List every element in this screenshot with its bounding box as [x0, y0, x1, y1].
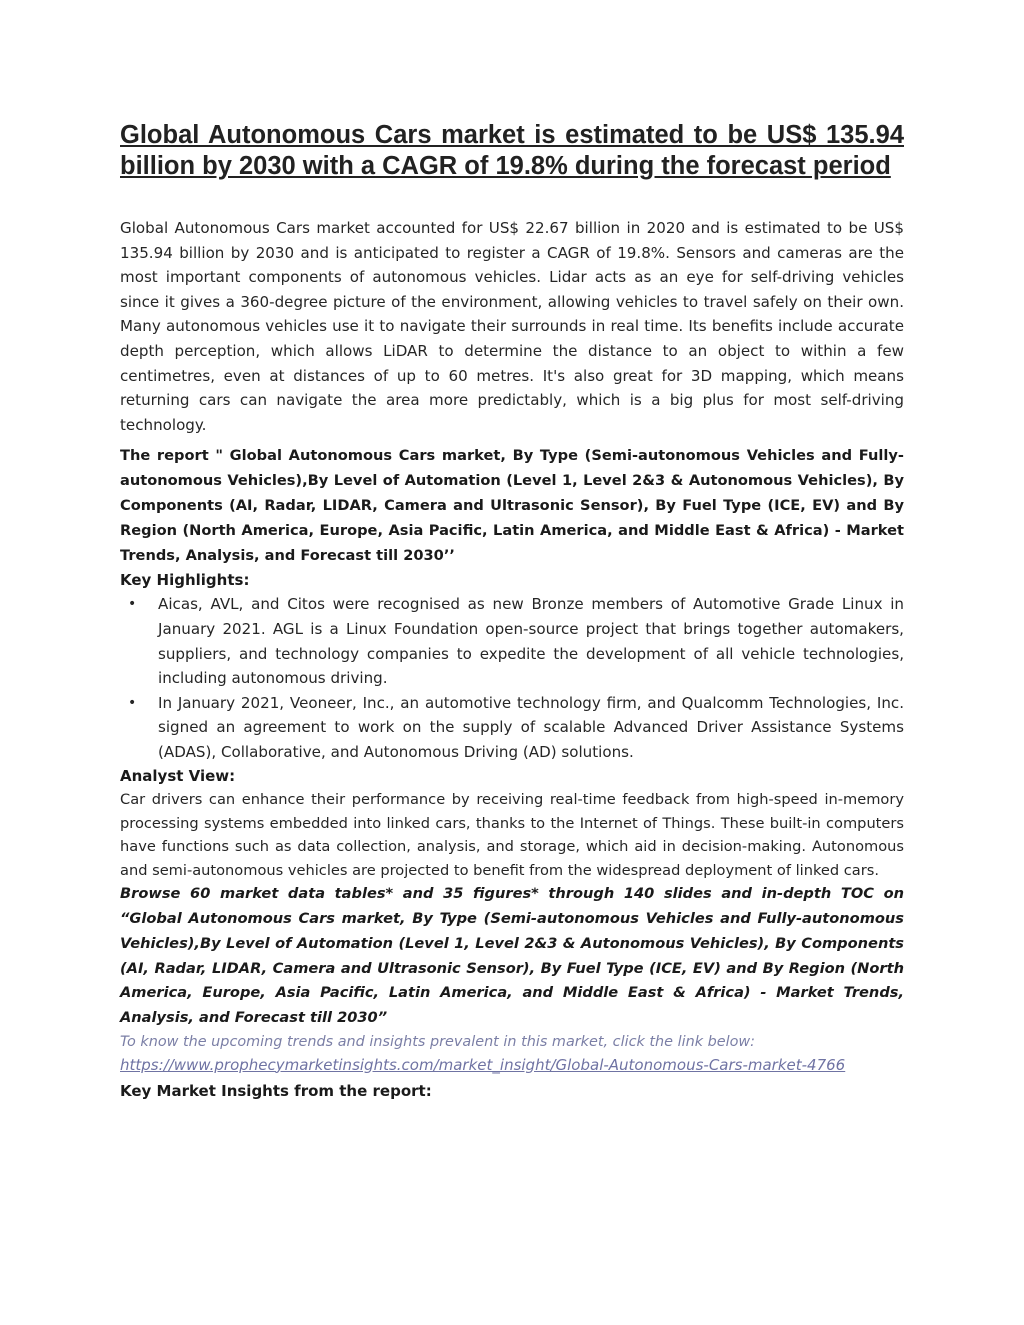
report-link[interactable]: https://www.prophecymarketinsights.com/market_insight/Global-Autonomous-Cars-market-4766 — [120, 1055, 846, 1074]
list-item-text: Aicas, AVL, and Citos were recognised as new Bronze members of Automotive Grade Linux in January 2021. AGL is a Linux Foundation open-source project that brings together automakers, suppliers, and technology companies to expedite the development of all vehicle technologies, including autonomous driving. — [158, 595, 904, 688]
key-highlights-list — [120, 592, 904, 764]
key-highlights-heading: Key Highlights: — [120, 571, 250, 590]
list-item-text: In January 2021, Veoneer, Inc., an automotive technology firm, and Qualcomm Technologies, Inc. signed an agreement to work on the supply of scalable Advanced Driver Assistance Systems (ADAS), Collaborative, and Autonomous Driving (AD) solutions. — [158, 693, 904, 761]
bullet-icon: • — [128, 596, 137, 613]
analyst-view-heading: Analyst View: — [120, 767, 236, 786]
page-title: Global Autonomous Cars market is estimated to be US$ 135.94 billion by 2030 with a CAGR of 19.8% during the forecast period — [120, 121, 904, 180]
list-item — [120, 592, 904, 690]
intro-paragraph: Global Autonomous Cars market accounted for US$ 22.67 billion in 2020 and is estimated to be US$ 135.94 billion by 2030 and is anticipated to register a CAGR of 19.8%. Sensors and cameras are the most important components of autonomous vehicles. Lidar acts as an eye for self-driving vehicles since it gives a 360-degree picture of the environment, allowing vehicles to travel safely on their own. Many autonomous vehicles use it to navigate their surrounds in real time. Its benefits include accurate depth perception, which allows LiDAR to determine the distance to an object to within a few centimetres, even at distances of up to 60 metres. It's also great for 3D mapping, which means returning cars can navigate the area more predictably, which is a big plus for most self-driving technology. — [120, 219, 904, 434]
browse-paragraph: Browse 60 market data tables* and 35 figures* through 140 slides and in-depth TOC on “Global Autonomous Cars market, By Type (Semi-autonomous Vehicles and Fully-autonomous Vehicles),By Level of Automation (Level 1, Level 2&3 & Autonomous Vehicles), By Components (AI, Radar, LIDAR, Camera and Ultrasonic Sensor), By Fuel Type (ICE, EV) and By Region (North America, Europe, Asia Pacific, Latin America, and Middle East & Africa) - Market Trends, Analysis, and Forecast till 2030” — [120, 885, 904, 1026]
list-item — [120, 691, 904, 765]
analyst-view-paragraph: Car drivers can enhance their performance by receiving real-time feedback from high-speed in-memory processing systems embedded into linked cars, thanks to the Internet of Things. These built-in computers have functions such as data collection, analysis, and storage, which aid in decision-making. Autonomous and semi-autonomous vehicles are projected to benefit from the widespread deployment of linked cars. — [120, 791, 904, 879]
report-title-paragraph: The report " Global Autonomous Cars market, By Type (Semi-autonomous Vehicles and Fully-autonomous Vehicles),By Level of Automation (Level 1, Level 2&3 & Autonomous Vehicles), By Components (AI, Radar, LIDAR, Camera and Ultrasonic Sensor), By Fuel Type (ICE, EV) and By Region (North America, Europe, Asia Pacific, Latin America, and Middle East & Africa) - Market Trends, Analysis, and Forecast till 2030’’ — [120, 447, 904, 564]
bullet-icon: • — [128, 694, 137, 711]
cta-text: To know the upcoming trends and insights prevalent in this market, click the link below: — [120, 1033, 756, 1050]
document-page — [120, 120, 904, 1103]
key-insights-heading: Key Market Insights from the report: — [120, 1081, 432, 1100]
